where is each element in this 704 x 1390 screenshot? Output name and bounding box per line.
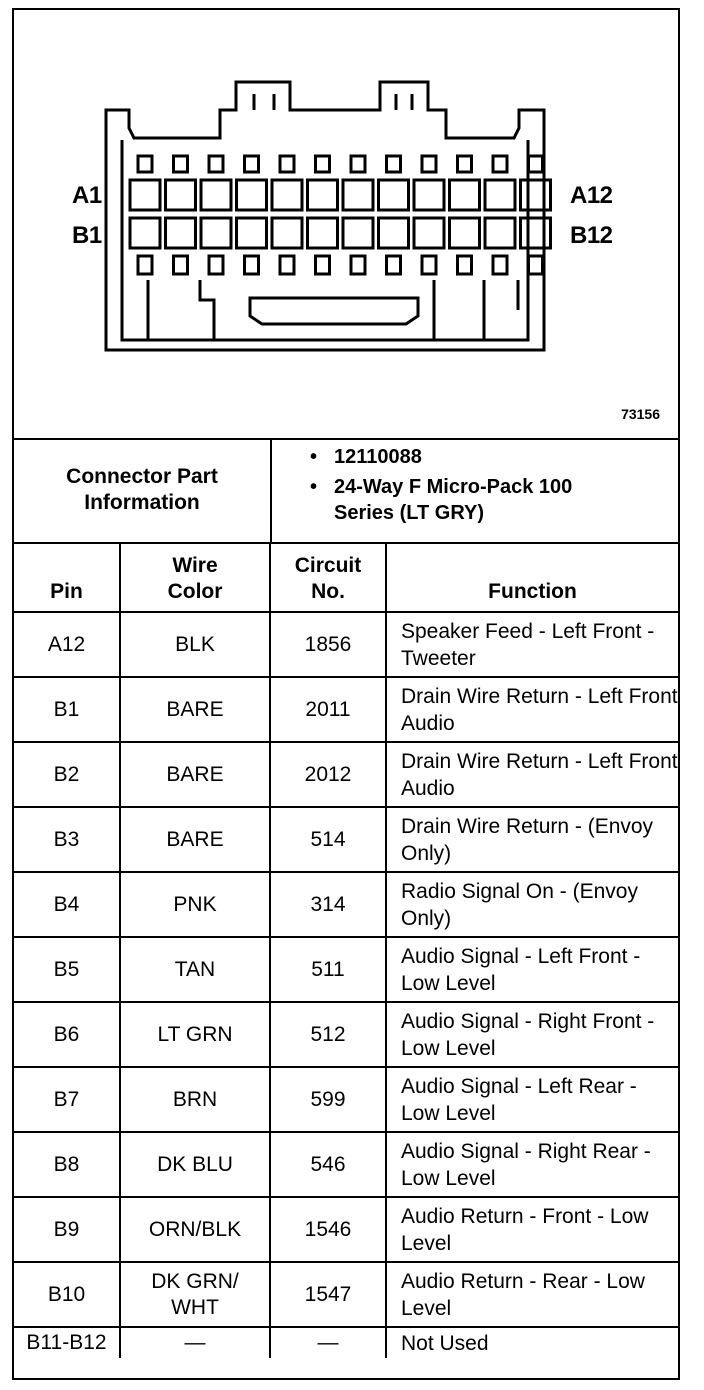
pin-cell: B9: [14, 1197, 120, 1262]
cavity-a12: [521, 180, 551, 210]
cavity-b2: [166, 218, 196, 248]
pin-cell: B6: [14, 1002, 120, 1067]
cavity-b1: [130, 218, 160, 248]
function-cell: Audio Signal - Left Rear - Low Level: [386, 1067, 678, 1132]
circuit-cell: 599: [270, 1067, 386, 1132]
cavity-b12: [521, 218, 551, 248]
table-row: [14, 612, 678, 677]
header-wire-color-text: Wire Color: [167, 554, 223, 603]
circuit-cell: 1856: [270, 612, 386, 677]
wire-color-cell: BARE: [120, 742, 270, 807]
function-cell: Drain Wire Return - (Envoy Only): [386, 807, 678, 872]
cavity-a6: [308, 180, 338, 210]
function-cell: Audio Signal - Right Rear - Low Level: [386, 1132, 678, 1197]
cavity-a11: [485, 180, 515, 210]
cavity-b3: [201, 218, 231, 248]
wire-color-cell: BRN: [120, 1067, 270, 1132]
header-function: Function: [386, 542, 678, 612]
table-row: [14, 1132, 678, 1197]
wire-color-cell: —: [120, 1327, 270, 1358]
header-wire-color: [120, 542, 270, 612]
cavity-a5: [272, 180, 302, 210]
connector-type-item: • 24-Way F Micro-Pack 100 Series (LT GRY): [310, 474, 672, 526]
latch-bottom-9: [422, 256, 436, 274]
cavity-b9: [414, 218, 444, 248]
cavity-a2: [166, 180, 196, 210]
latch-top-12: [529, 156, 543, 172]
function-cell: Audio Return - Front - Low Level: [386, 1197, 678, 1262]
pin-cell: B4: [14, 872, 120, 937]
table-row: [14, 1197, 678, 1262]
part-number-item: • 12110088: [310, 446, 422, 468]
table-row: [14, 1327, 678, 1358]
pin-cell: B3: [14, 807, 120, 872]
function-cell: Drain Wire Return - Left Front Audio: [386, 742, 678, 807]
wire-color-cell: BARE: [120, 807, 270, 872]
table-row: [14, 677, 678, 742]
function-cell: Drain Wire Return - Left Front Audio: [386, 677, 678, 742]
pinout-table: [14, 542, 678, 1358]
cavity-b5: [272, 218, 302, 248]
table-row: [14, 742, 678, 807]
circuit-cell: 546: [270, 1132, 386, 1197]
function-cell: Audio Return - Rear - Low Level: [386, 1262, 678, 1327]
cavity-b11: [485, 218, 515, 248]
circuit-cell: 314: [270, 872, 386, 937]
connector-info: [14, 438, 678, 544]
connector-diagram: [14, 10, 678, 440]
circuit-cell: 511: [270, 937, 386, 1002]
latch-bottom-2: [174, 256, 188, 274]
wire-color-cell: LT GRN: [120, 1002, 270, 1067]
cavity-a8: [379, 180, 409, 210]
table-header-row: [14, 542, 678, 612]
cavity-b7: [343, 218, 373, 248]
latch-bottom-3: [209, 256, 223, 274]
wire-color-cell: DK BLU: [120, 1132, 270, 1197]
pin-cell: B7: [14, 1067, 120, 1132]
pin-cell: B10: [14, 1262, 120, 1327]
table-row: [14, 1262, 678, 1327]
pin-label-a1: A1: [72, 182, 102, 209]
latch-bottom-1: [138, 256, 152, 274]
cavity-b10: [450, 218, 480, 248]
pin-cell: B11-B12: [14, 1327, 120, 1358]
wire-color-cell: TAN: [120, 937, 270, 1002]
circuit-cell: 2011: [270, 677, 386, 742]
wire-color-cell: ORN/BLK: [120, 1197, 270, 1262]
latch-top-8: [387, 156, 401, 172]
header-pin: Pin: [14, 542, 120, 612]
wire-color-cell: BARE: [120, 677, 270, 742]
function-cell: Not Used: [386, 1327, 678, 1358]
pin-cell: B8: [14, 1132, 120, 1197]
latch-top-4: [245, 156, 259, 172]
table-row: [14, 1067, 678, 1132]
latch-top-2: [174, 156, 188, 172]
latch-bottom-8: [387, 256, 401, 274]
pin-cell: B5: [14, 937, 120, 1002]
latch-bottom-4: [245, 256, 259, 274]
cavity-b8: [379, 218, 409, 248]
connector-info-details: [272, 444, 672, 526]
circuit-cell: —: [270, 1327, 386, 1358]
wire-color-cell: BLK: [120, 612, 270, 677]
latch-bottom-10: [458, 256, 472, 274]
pin-label-b12: B12: [570, 222, 613, 249]
part-number: 12110088: [334, 446, 422, 468]
latch-top-6: [316, 156, 330, 172]
cavity-b4: [237, 218, 267, 248]
circuit-cell: 512: [270, 1002, 386, 1067]
cavity-a7: [343, 180, 373, 210]
latch-bottom-7: [351, 256, 365, 274]
function-cell: Speaker Feed - Left Front - Tweeter: [386, 612, 678, 677]
header-circuit: [270, 542, 386, 612]
pin-cell: A12: [14, 612, 120, 677]
latch-top-1: [138, 156, 152, 172]
latch-top-7: [351, 156, 365, 172]
function-cell: Audio Signal - Right Front - Low Level: [386, 1002, 678, 1067]
latch-bottom-12: [529, 256, 543, 274]
table-row: [14, 937, 678, 1002]
figure-id: 73156: [621, 406, 660, 422]
connector-type: 24-Way F Micro-Pack 100 Series (LT GRY): [334, 476, 573, 524]
latch-bottom-6: [316, 256, 330, 274]
connector-info-label: Connector Part Information: [14, 438, 272, 542]
circuit-cell: 2012: [270, 742, 386, 807]
cavity-a1: [130, 180, 160, 210]
circuit-cell: 1547: [270, 1262, 386, 1327]
circuit-cell: 514: [270, 807, 386, 872]
header-circuit-text: Circuit No.: [294, 554, 362, 603]
pin-cell: B1: [14, 677, 120, 742]
pin-cell: B2: [14, 742, 120, 807]
table-row: [14, 807, 678, 872]
latch-bottom-11: [493, 256, 507, 274]
circuit-cell: 1546: [270, 1197, 386, 1262]
table-row: [14, 1002, 678, 1067]
latch-top-10: [458, 156, 472, 172]
wire-color-cell: DK GRN/ WHT: [120, 1262, 270, 1327]
latch-top-9: [422, 156, 436, 172]
connector-page-frame: [12, 8, 680, 1380]
wire-color-cell: PNK: [120, 872, 270, 937]
cavity-a4: [237, 180, 267, 210]
cavity-a10: [450, 180, 480, 210]
latch-bottom-5: [280, 256, 294, 274]
cavity-b6: [308, 218, 338, 248]
latch-top-3: [209, 156, 223, 172]
pin-label-a12: A12: [570, 182, 613, 209]
cavity-a3: [201, 180, 231, 210]
function-cell: Radio Signal On - (Envoy Only): [386, 872, 678, 937]
latch-top-5: [280, 156, 294, 172]
table-row: [14, 872, 678, 937]
cavity-a9: [414, 180, 444, 210]
function-cell: Audio Signal - Left Front - Low Level: [386, 937, 678, 1002]
latch-top-11: [493, 156, 507, 172]
pin-label-b1: B1: [72, 222, 102, 249]
